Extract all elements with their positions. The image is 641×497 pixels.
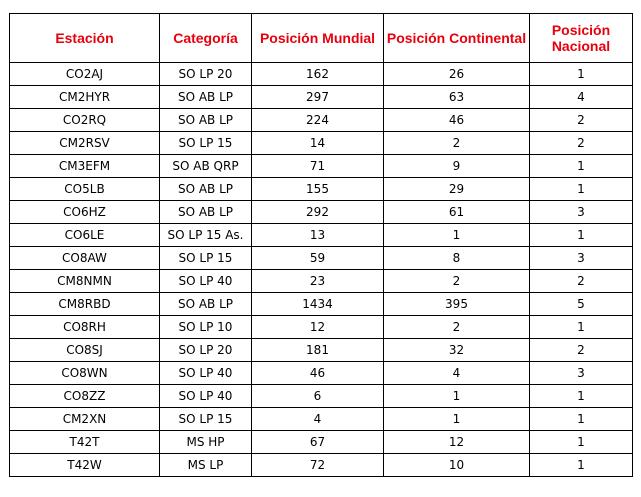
cell-categoria: MS LP xyxy=(160,454,252,477)
cell-posicion-mundial: 1434 xyxy=(252,293,384,316)
table-row xyxy=(10,293,633,316)
cell-categoria: SO LP 15 xyxy=(160,132,252,155)
cell-categoria: SO AB LP xyxy=(160,178,252,201)
cell-categoria: SO AB LP xyxy=(160,293,252,316)
table-row xyxy=(10,431,633,454)
cell-posicion-nacional: 2 xyxy=(530,339,633,362)
cell-posicion-nacional: 1 xyxy=(530,178,633,201)
table-row xyxy=(10,132,633,155)
cell-posicion-mundial: 46 xyxy=(252,362,384,385)
cell-posicion-nacional: 2 xyxy=(530,132,633,155)
table-row xyxy=(10,109,633,132)
table-row xyxy=(10,86,633,109)
cell-posicion-mundial: 292 xyxy=(252,201,384,224)
cell-posicion-continental: 29 xyxy=(384,178,530,201)
cell-categoria: SO AB LP xyxy=(160,201,252,224)
header-posicion-continental: Posición Continental xyxy=(384,14,530,63)
cell-posicion-nacional: 1 xyxy=(530,63,633,86)
table-row xyxy=(10,316,633,339)
cell-estacion: CO8SJ xyxy=(10,339,160,362)
cell-estacion: T42W xyxy=(10,454,160,477)
cell-estacion: CM2RSV xyxy=(10,132,160,155)
cell-posicion-mundial: 71 xyxy=(252,155,384,178)
cell-posicion-continental: 1 xyxy=(384,408,530,431)
cell-posicion-mundial: 12 xyxy=(252,316,384,339)
cell-posicion-continental: 4 xyxy=(384,362,530,385)
cell-estacion: CO8RH xyxy=(10,316,160,339)
cell-posicion-continental: 26 xyxy=(384,63,530,86)
cell-posicion-continental: 2 xyxy=(384,270,530,293)
table-row xyxy=(10,201,633,224)
cell-categoria: SO LP 10 xyxy=(160,316,252,339)
table-row xyxy=(10,178,633,201)
cell-posicion-nacional: 1 xyxy=(530,155,633,178)
cell-posicion-nacional: 3 xyxy=(530,247,633,270)
cell-posicion-nacional: 2 xyxy=(530,270,633,293)
cell-posicion-continental: 1 xyxy=(384,385,530,408)
cell-estacion: CO8WN xyxy=(10,362,160,385)
cell-estacion: CO6LE xyxy=(10,224,160,247)
cell-categoria: SO LP 40 xyxy=(160,385,252,408)
cell-posicion-continental: 395 xyxy=(384,293,530,316)
cell-posicion-nacional: 3 xyxy=(530,362,633,385)
cell-posicion-continental: 12 xyxy=(384,431,530,454)
cell-posicion-mundial: 13 xyxy=(252,224,384,247)
cell-posicion-mundial: 224 xyxy=(252,109,384,132)
table-header-row xyxy=(10,14,633,63)
table-row xyxy=(10,224,633,247)
cell-posicion-continental: 32 xyxy=(384,339,530,362)
cell-posicion-nacional: 1 xyxy=(530,431,633,454)
header-estacion: Estación xyxy=(10,14,160,63)
cell-posicion-nacional: 5 xyxy=(530,293,633,316)
cell-posicion-continental: 2 xyxy=(384,132,530,155)
cell-estacion: CO2RQ xyxy=(10,109,160,132)
cell-posicion-mundial: 6 xyxy=(252,385,384,408)
cell-estacion: CM3EFM xyxy=(10,155,160,178)
results-table xyxy=(9,13,633,477)
cell-posicion-nacional: 1 xyxy=(530,385,633,408)
cell-estacion: CM2XN xyxy=(10,408,160,431)
cell-estacion: CO5LB xyxy=(10,178,160,201)
cell-posicion-continental: 46 xyxy=(384,109,530,132)
cell-estacion: CO8ZZ xyxy=(10,385,160,408)
table-row xyxy=(10,247,633,270)
cell-posicion-continental: 63 xyxy=(384,86,530,109)
cell-categoria: SO LP 20 xyxy=(160,339,252,362)
header-posicion-nacional: Posición Nacional xyxy=(530,14,633,63)
table-row xyxy=(10,270,633,293)
cell-posicion-continental: 10 xyxy=(384,454,530,477)
cell-posicion-mundial: 297 xyxy=(252,86,384,109)
cell-categoria: SO LP 20 xyxy=(160,63,252,86)
cell-posicion-mundial: 14 xyxy=(252,132,384,155)
cell-posicion-nacional: 1 xyxy=(530,316,633,339)
cell-estacion: CO2AJ xyxy=(10,63,160,86)
cell-estacion: CM8NMN xyxy=(10,270,160,293)
cell-estacion: CO6HZ xyxy=(10,201,160,224)
cell-posicion-continental: 1 xyxy=(384,224,530,247)
cell-categoria: SO LP 15 As. xyxy=(160,224,252,247)
cell-posicion-nacional: 1 xyxy=(530,454,633,477)
cell-estacion: CM2HYR xyxy=(10,86,160,109)
table-row xyxy=(10,385,633,408)
cell-posicion-continental: 2 xyxy=(384,316,530,339)
header-categoria: Categoría xyxy=(160,14,252,63)
cell-posicion-continental: 9 xyxy=(384,155,530,178)
header-posicion-mundial: Posición Mundial xyxy=(252,14,384,63)
cell-posicion-continental: 61 xyxy=(384,201,530,224)
cell-posicion-mundial: 59 xyxy=(252,247,384,270)
table-body xyxy=(10,63,633,477)
table-row xyxy=(10,408,633,431)
cell-categoria: SO LP 40 xyxy=(160,270,252,293)
cell-posicion-mundial: 72 xyxy=(252,454,384,477)
cell-posicion-nacional: 2 xyxy=(530,109,633,132)
cell-posicion-mundial: 23 xyxy=(252,270,384,293)
cell-posicion-nacional: 1 xyxy=(530,408,633,431)
cell-posicion-mundial: 162 xyxy=(252,63,384,86)
cell-categoria: MS HP xyxy=(160,431,252,454)
cell-categoria: SO AB LP xyxy=(160,86,252,109)
cell-categoria: SO LP 15 xyxy=(160,408,252,431)
cell-categoria: SO AB QRP xyxy=(160,155,252,178)
table-row xyxy=(10,63,633,86)
table-row xyxy=(10,339,633,362)
cell-posicion-nacional: 4 xyxy=(530,86,633,109)
cell-estacion: CO8AW xyxy=(10,247,160,270)
cell-posicion-nacional: 1 xyxy=(530,224,633,247)
cell-posicion-continental: 8 xyxy=(384,247,530,270)
table-row xyxy=(10,454,633,477)
cell-categoria: SO AB LP xyxy=(160,109,252,132)
cell-estacion: CM8RBD xyxy=(10,293,160,316)
cell-categoria: SO LP 15 xyxy=(160,247,252,270)
table-row xyxy=(10,362,633,385)
cell-posicion-mundial: 155 xyxy=(252,178,384,201)
cell-posicion-mundial: 67 xyxy=(252,431,384,454)
cell-estacion: T42T xyxy=(10,431,160,454)
cell-posicion-mundial: 4 xyxy=(252,408,384,431)
cell-posicion-mundial: 181 xyxy=(252,339,384,362)
cell-posicion-nacional: 3 xyxy=(530,201,633,224)
cell-categoria: SO LP 40 xyxy=(160,362,252,385)
results-table-container xyxy=(9,13,633,477)
table-row xyxy=(10,155,633,178)
